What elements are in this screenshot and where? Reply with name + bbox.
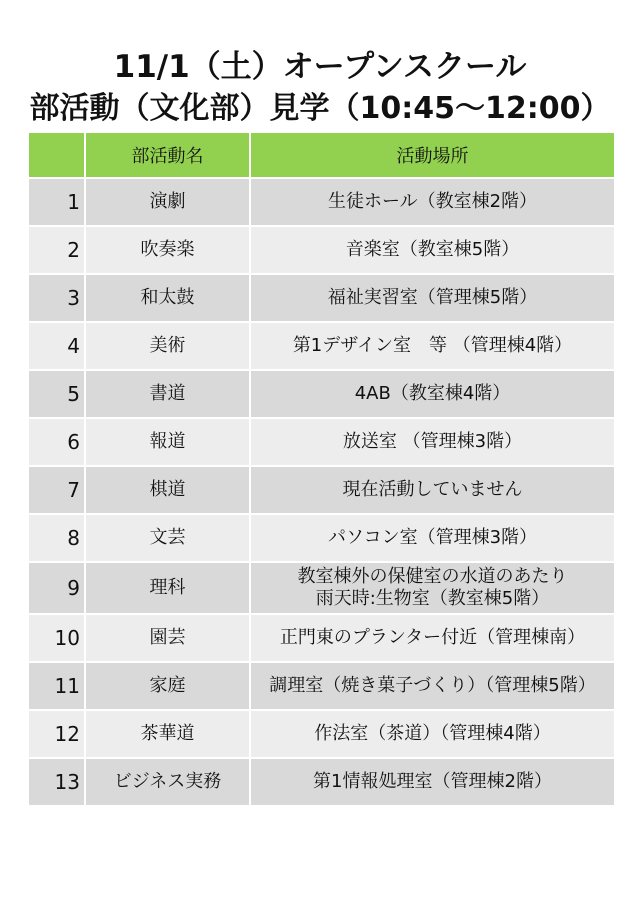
- activity-place: [250, 370, 615, 418]
- activity-place-line: 音楽室（教室棟5階）: [345, 239, 520, 260]
- table-row: [29, 614, 615, 662]
- club-name: 吹奏楽: [85, 226, 250, 274]
- table-row: [29, 758, 615, 806]
- club-name: 美術: [85, 322, 250, 370]
- club-name: 理科: [85, 562, 250, 614]
- row-number: 3: [29, 274, 85, 322]
- row-number: 13: [29, 758, 85, 806]
- page-title: 11/1（土）オープンスクール: [113, 49, 527, 85]
- row-number: 1: [29, 178, 85, 226]
- page-subtitle: 部活動（文化部）見学（10:45～12:00）: [29, 91, 611, 126]
- row-number: 8: [29, 514, 85, 562]
- table-row: [29, 418, 615, 466]
- table-row: [29, 322, 615, 370]
- table-row: [29, 466, 615, 514]
- club-schedule-table: [29, 133, 616, 807]
- club-name: 演劇: [85, 178, 250, 226]
- activity-place: [250, 514, 615, 562]
- row-number: 12: [29, 710, 85, 758]
- activity-place-line: 第1デザイン室 等 （管理棟4階）: [292, 335, 573, 356]
- activity-place-line: 現在活動していません: [342, 479, 523, 500]
- activity-place: [250, 226, 615, 274]
- table-row: [29, 662, 615, 710]
- table-header-row: [29, 133, 615, 178]
- row-number: 6: [29, 418, 85, 466]
- club-name: ビジネス実務: [85, 758, 250, 806]
- activity-place: [250, 614, 615, 662]
- row-number: 2: [29, 226, 85, 274]
- activity-place-line: 正門東のプランター付近（管理棟南）: [279, 627, 586, 648]
- table-row: [29, 274, 615, 322]
- row-number: 4: [29, 322, 85, 370]
- row-number: 9: [29, 562, 85, 614]
- table-body: [29, 178, 615, 806]
- club-name: 和太鼓: [85, 274, 250, 322]
- club-name: 棋道: [85, 466, 250, 514]
- club-name: 園芸: [85, 614, 250, 662]
- club-name: 報道: [85, 418, 250, 466]
- activity-place: [250, 562, 615, 614]
- club-name: 書道: [85, 370, 250, 418]
- table-row: [29, 562, 615, 614]
- activity-place-line: 放送室 （管理棟3階）: [342, 431, 523, 452]
- activity-place: [250, 710, 615, 758]
- activity-place: [250, 418, 615, 466]
- activity-place: [250, 178, 615, 226]
- row-number: 10: [29, 614, 85, 662]
- row-number: 7: [29, 466, 85, 514]
- table-row: [29, 178, 615, 226]
- activity-place-line: パソコン室（管理棟3階）: [327, 527, 538, 548]
- table-row: [29, 370, 615, 418]
- header-number: [29, 133, 85, 178]
- club-name: 家庭: [85, 662, 250, 710]
- activity-place: [250, 274, 615, 322]
- header-club-name: 部活動名: [85, 133, 250, 178]
- club-name: 茶華道: [85, 710, 250, 758]
- activity-place: [250, 662, 615, 710]
- header-activity-place: 活動場所: [250, 133, 615, 178]
- activity-place: [250, 758, 615, 806]
- row-number: 11: [29, 662, 85, 710]
- activity-place-line: 作法室（茶道）（管理棟4階）: [314, 723, 551, 744]
- activity-place-line: 福祉実習室（管理棟5階）: [327, 287, 538, 308]
- activity-place-line: 第1情報処理室（管理棟2階）: [313, 771, 552, 792]
- activity-place-line: 教室棟外の保健室の水道のあたり: [297, 566, 568, 587]
- table-row: [29, 710, 615, 758]
- activity-place-line: 生徒ホール（教室棟2階）: [327, 191, 538, 212]
- activity-place: [250, 322, 615, 370]
- table-row: [29, 514, 615, 562]
- activity-place: [250, 466, 615, 514]
- club-name: 文芸: [85, 514, 250, 562]
- table-row: [29, 226, 615, 274]
- row-number: 5: [29, 370, 85, 418]
- activity-place-line: 調理室（焼き菓子づくり）（管理棟5階）: [269, 675, 596, 696]
- activity-place-line: 4AB（教室棟4階）: [354, 383, 511, 404]
- activity-place-line: 雨天時:生物室（教室棟5階）: [315, 588, 550, 609]
